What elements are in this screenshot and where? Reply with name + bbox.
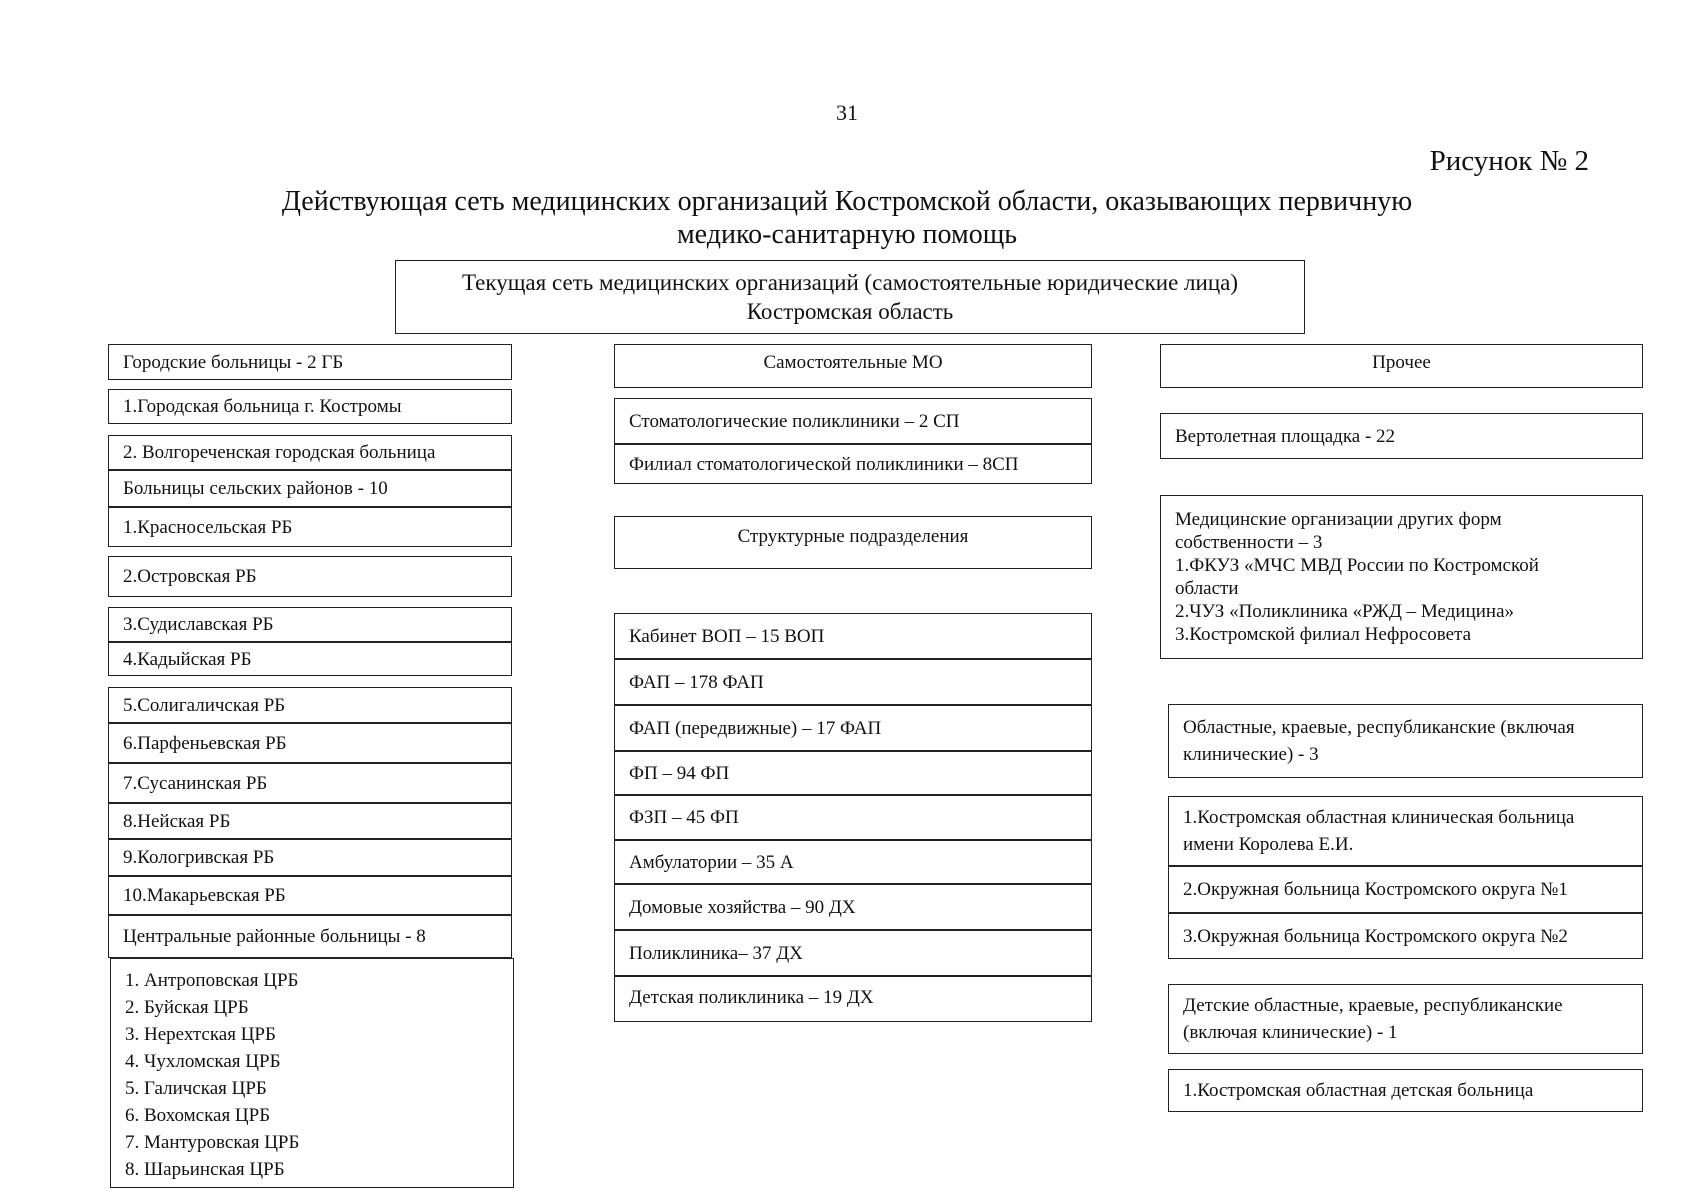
crb-item-2: 2. Буйская ЦРБ: [125, 997, 249, 1018]
structural-households: Домовые хозяйства – 90 ДХ: [614, 884, 1092, 930]
other-ownership-line-2: собственности – 3: [1175, 532, 1323, 553]
city-hospitals-header: Городские больницы - 2 ГБ: [108, 344, 512, 380]
other-ownership-line-4: области: [1175, 578, 1239, 599]
regional-header-line-2: клинические) - 3: [1183, 744, 1319, 765]
children-regional-line-1: Детские областные, краевые, республиканские: [1183, 995, 1563, 1016]
regional-hospitals-header: [1168, 704, 1643, 778]
rural-hospital-5: 5.Солигаличская РБ: [108, 687, 512, 723]
rural-hospital-1: 1.Красносельская РБ: [108, 507, 512, 547]
rural-hospital-8: 8.Нейская РБ: [108, 803, 512, 839]
crb-item-6: 6. Вохомская ЦРБ: [125, 1105, 271, 1126]
children-regional-hospital: 1.Костромская областная детская больница: [1168, 1069, 1643, 1112]
regional-hospital-1-line-2: имени Королева Е.И.: [1183, 834, 1354, 855]
rural-hospital-6: 6.Парфеньевская РБ: [108, 723, 512, 763]
structural-fzp: ФЗП – 45 ФП: [614, 795, 1092, 840]
other-ownership-line-5: 2.ЧУЗ «Поликлиника «РЖД – Медицина»: [1175, 601, 1515, 622]
city-hospital-2: 2. Волгореченская городская больница: [108, 435, 512, 470]
rural-hospital-2: 2.Островская РБ: [108, 556, 512, 597]
structural-units-header: Структурные подразделения: [614, 516, 1092, 569]
other-ownership-orgs: [1160, 495, 1643, 659]
crb-item-4: 4. Чухломская ЦРБ: [125, 1051, 281, 1072]
structural-children-polyclinic: Детская поликлиника – 19 ДХ: [614, 976, 1092, 1022]
rural-hospital-3: 3.Судиславская РБ: [108, 607, 512, 642]
rural-hospital-4: 4.Кадыйская РБ: [108, 642, 512, 676]
structural-fap-mobile: ФАП (передвижные) – 17 ФАП: [614, 705, 1092, 751]
regional-hospital-1: [1168, 796, 1643, 866]
page-number: 31: [836, 100, 858, 125]
structural-fp: ФП – 94 ФП: [614, 751, 1092, 795]
crb-header: Центральные районные больницы - 8: [108, 915, 512, 958]
rural-hospital-10: 10.Макарьевская РБ: [108, 876, 512, 915]
crb-item-5: 5. Галичская ЦРБ: [125, 1078, 267, 1099]
regional-header-line-1: Областные, краевые, республиканские (включая: [1183, 717, 1575, 738]
network-root-box: [395, 260, 1305, 334]
structural-fap: ФАП – 178 ФАП: [614, 659, 1092, 705]
regional-hospital-2: 2.Окружная больница Костромского округа №1: [1168, 866, 1643, 913]
regional-hospital-1-line-1: 1.Костромская областная клиническая больница: [1183, 807, 1575, 828]
structural-ambulatory: Амбулатории – 35 А: [614, 840, 1092, 884]
title-line-1: Действующая сеть медицинских организаций Костромской области, оказывающих первичную: [281, 186, 1413, 217]
children-regional-header: [1168, 984, 1643, 1054]
rural-hospital-7: 7.Сусанинская РБ: [108, 763, 512, 803]
city-hospital-1: 1.Городская больница г. Костромы: [108, 389, 512, 424]
crb-item-7: 7. Мантуровская ЦРБ: [125, 1132, 300, 1153]
document-title: [200, 185, 1494, 251]
children-regional-line-2: (включая клинические) - 1: [1183, 1022, 1398, 1043]
regional-hospital-3: 3.Окружная больница Костромского округа №2: [1168, 913, 1643, 959]
crb-item-1: 1. Антроповская ЦРБ: [125, 970, 299, 991]
rural-hospital-9: 9.Кологривская РБ: [108, 839, 512, 876]
other-header: Прочее: [1160, 344, 1643, 388]
crb-item-8: 8. Шарьинская ЦРБ: [125, 1159, 285, 1180]
structural-gp-office: Кабинет ВОП – 15 ВОП: [614, 613, 1092, 659]
helipad: Вертолетная площадка - 22: [1160, 413, 1643, 459]
other-ownership-line-6: 3.Костромской филиал Нефросовета: [1175, 624, 1472, 645]
crb-item-3: 3. Нерехтская ЦРБ: [125, 1024, 276, 1045]
other-ownership-line-1: Медицинские организации других форм: [1175, 509, 1502, 530]
dental-branch: Филиал стоматологической поликлиники – 8СП: [614, 444, 1092, 484]
other-ownership-line-3: 1.ФКУЗ «МЧС МВД России по Костромской: [1175, 555, 1539, 576]
figure-label: Рисунок № 2: [1429, 145, 1589, 177]
title-line-2: медико-санитарную помощь: [676, 219, 1018, 250]
crb-list: [110, 958, 514, 1188]
network-root-line-2: Костромская область: [746, 299, 954, 324]
independent-mo-header: Самостоятельные МО: [614, 344, 1092, 388]
rural-hospitals-header: Больницы сельских районов - 10: [108, 470, 512, 507]
structural-polyclinic: Поликлиника– 37 ДХ: [614, 930, 1092, 976]
network-root-line-1: Текущая сеть медицинских организаций (самостоятельные юридические лица): [461, 270, 1239, 295]
dental-clinics: Стоматологические поликлиники – 2 СП: [614, 398, 1092, 444]
